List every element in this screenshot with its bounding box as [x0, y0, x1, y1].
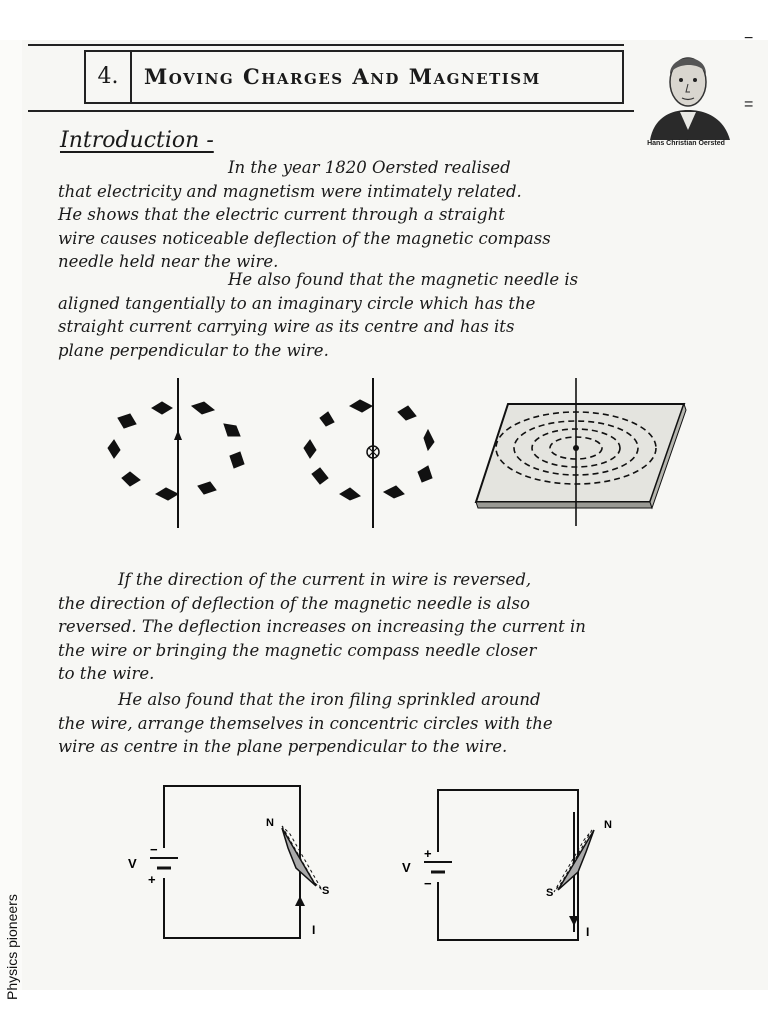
plus-sign: +	[148, 872, 156, 887]
paragraph-line: needle held near the wire.	[58, 252, 279, 271]
minus-sign: −	[150, 842, 158, 857]
paragraph-line: wire as centre in the plane perpendicular to the wire.	[58, 737, 508, 756]
minus-sign: −	[424, 876, 432, 891]
portrait-caption: Hans Christian Oersted	[647, 140, 725, 147]
plus-sign: +	[424, 846, 432, 861]
header-rule-bottom	[28, 110, 634, 112]
paragraph-line: He shows that the electric current through a straight	[58, 205, 505, 224]
margin-mark-mid: =	[744, 96, 754, 113]
compass-diagram-current-reversed	[298, 378, 448, 528]
paragraph-1	[58, 156, 551, 274]
paragraph-3	[58, 568, 586, 686]
oersted-portrait	[640, 40, 736, 140]
paragraph-line: the wire, arrange themselves in concentric circles with the	[58, 713, 553, 733]
north-label: N	[604, 819, 612, 831]
paragraph-2	[58, 268, 578, 362]
paragraph-4	[58, 688, 553, 759]
voltage-label: V	[402, 860, 411, 875]
margin-mark-top: −	[744, 30, 754, 47]
paragraph-line: plane perpendicular to the wire.	[58, 340, 329, 360]
chapter-number: 4.	[86, 52, 132, 102]
paragraph-line: wire causes noticeable deflection of the magnetic compass	[58, 228, 551, 248]
paragraph-line: In the year 1820 Oersted realised	[228, 158, 511, 177]
south-label: S	[322, 885, 330, 897]
current-label: I	[586, 925, 590, 939]
paragraph-line: He also found that the iron filing sprinkled around	[118, 690, 541, 709]
paragraph-line: the direction of deflection of the magnetic needle is also	[58, 593, 530, 613]
top-margin	[0, 0, 768, 40]
paragraph-line: to the wire.	[58, 664, 155, 683]
chapter-title-box	[84, 50, 624, 104]
chapter-title: Moving Charges And Magnetism	[144, 64, 541, 89]
paragraph-line: reversed. The deflection increases on increasing the current in	[58, 617, 586, 636]
paragraph-line: aligned tangentially to an imaginary circle which has the	[58, 293, 536, 313]
section-heading: Introduction -	[60, 128, 214, 153]
north-label: N	[266, 817, 274, 829]
voltage-label: V	[128, 856, 137, 871]
paragraph-line: that electricity and magnetism were intimately related.	[58, 181, 522, 201]
paragraph-line: He also found that the magnetic needle is	[228, 270, 579, 289]
compass-diagram-current-up	[100, 378, 260, 528]
header-rule-top	[28, 44, 624, 46]
iron-filings-diagram	[472, 378, 690, 526]
bottom-margin	[0, 990, 768, 1024]
paragraph-line: straight current carrying wire as its centre and has its	[58, 317, 515, 336]
south-label: S	[546, 887, 554, 899]
paragraph-line: If the direction of the current in wire is reversed,	[118, 570, 532, 589]
circuit-diagram-1	[124, 778, 344, 948]
circuit-diagram-2	[398, 782, 628, 952]
paragraph-line: the wire or bringing the magnetic compass needle closer	[58, 640, 537, 660]
watermark-text: Physics pioneers	[4, 894, 20, 1000]
current-label: I	[312, 923, 316, 937]
